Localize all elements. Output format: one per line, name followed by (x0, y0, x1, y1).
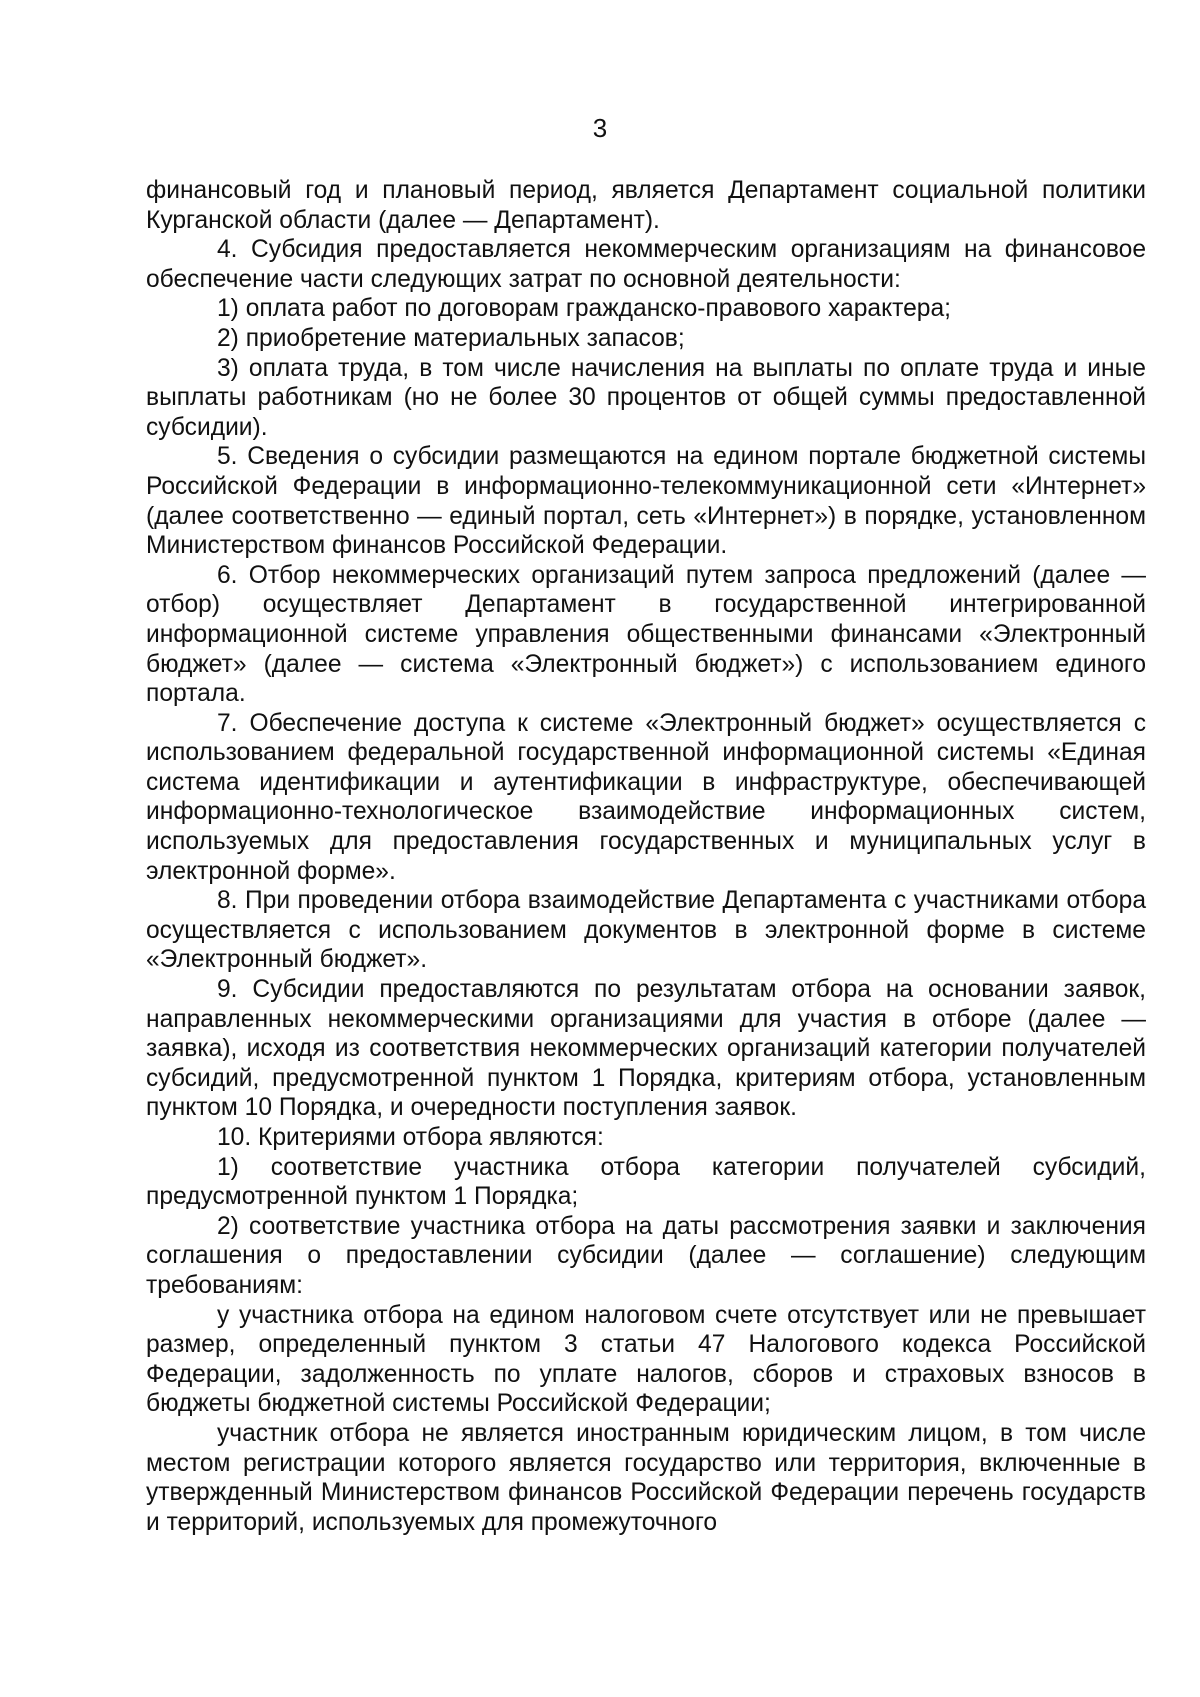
paragraph: 1) оплата работ по договорам гражданско-правового характера; (217, 295, 951, 323)
paragraph: 8. При проведении отбора взаимодействие Департамента с участниками отбора осуществляется с использованием документов в электронной форме в системе «Электронный бюджет». (146, 887, 1146, 974)
paragraph: участник отбора не является иностранным юридическим лицом, в том числе местом регистрации которого является государство или территория, включенные в утвержденный Министерством финансов Российской Федерации перечень государств и территорий, используемых для промежуточного (146, 1419, 1146, 1536)
paragraph: 9. Субсидии предоставляются по результатам отбора на основании заявок, направленных некоммерческими организациями для участия в отборе (далее — заявка), исходя из соответствия некоммерческих организаций категории получателей субсидий, предусмотренной пунктом 1 Порядка, критериям отбора, установленным пунктом 10 Порядка, и очередности поступления заявок. (146, 976, 1146, 1122)
document-body (146, 176, 1146, 1537)
paragraph: 7. Обеспечение доступа к системе «Электронный бюджет» осуществляется с использованием федеральной государственной информационной системы «Единая система идентификации и аутентификации в инфраструктуре, обеспечивающей информационно-технологическое взаимодействие информационных систем, используемых для предоставления государственных и муниципальных услуг в электронной форме». (146, 709, 1146, 885)
paragraph: 10. Критериями отбора являются: (217, 1124, 604, 1151)
paragraph: 5. Сведения о субсидии размещаются на едином портале бюджетной системы Российской Федерации в информационно-телекоммуникационной сети «Интернет» (далее соответственно — единый портал, сеть «Интернет») в порядке, установленном Министерством финансов Российской Федерации. (146, 443, 1146, 560)
paragraph: 4. Субсидия предоставляется некоммерческим организациям на финансовое обеспечение части следующих затрат по основной деятельности: (146, 236, 1146, 293)
paragraph: 6. Отбор некоммерческих организаций путем запроса предложений (далее — отбор) осуществляет Департамент в государственной интегрированной информационной системе управления общественными финансами «Электронный бюджет» (далее — система «Электронный бюджет») с использованием единого портала. (146, 561, 1146, 708)
paragraph: 3) оплата труда, в том числе начисления на выплаты по оплате труда и иные выплаты работникам (но не более 30 процентов от общей суммы предоставленной субсидии). (146, 354, 1146, 441)
paragraph: у участника отбора на едином налоговом счете отсутствует или не превышает размер, определенный пунктом 3 статьи 47 Налогового кодекса Российской Федерации, задолженность по уплате налогов, сборов и страховых взносов в бюджеты бюджетной системы Российской Федерации; (146, 1301, 1146, 1418)
paragraph: финансовый год и плановый период, является Департамент социальной политики Курганской области (далее — Департамент). (146, 177, 1146, 234)
paragraph: 1) соответствие участника отбора категории получателей субсидий, предусмотренной пунктом 1 Порядка; (146, 1153, 1146, 1211)
page-number: 3 (592, 113, 608, 143)
paragraph: 2) соответствие участника отбора на даты рассмотрения заявки и заключения соглашения о предоставлении субсидии (далее — соглашение) следующим требованиям: (146, 1212, 1146, 1299)
paragraph: 2) приобретение материальных запасов; (217, 324, 685, 352)
